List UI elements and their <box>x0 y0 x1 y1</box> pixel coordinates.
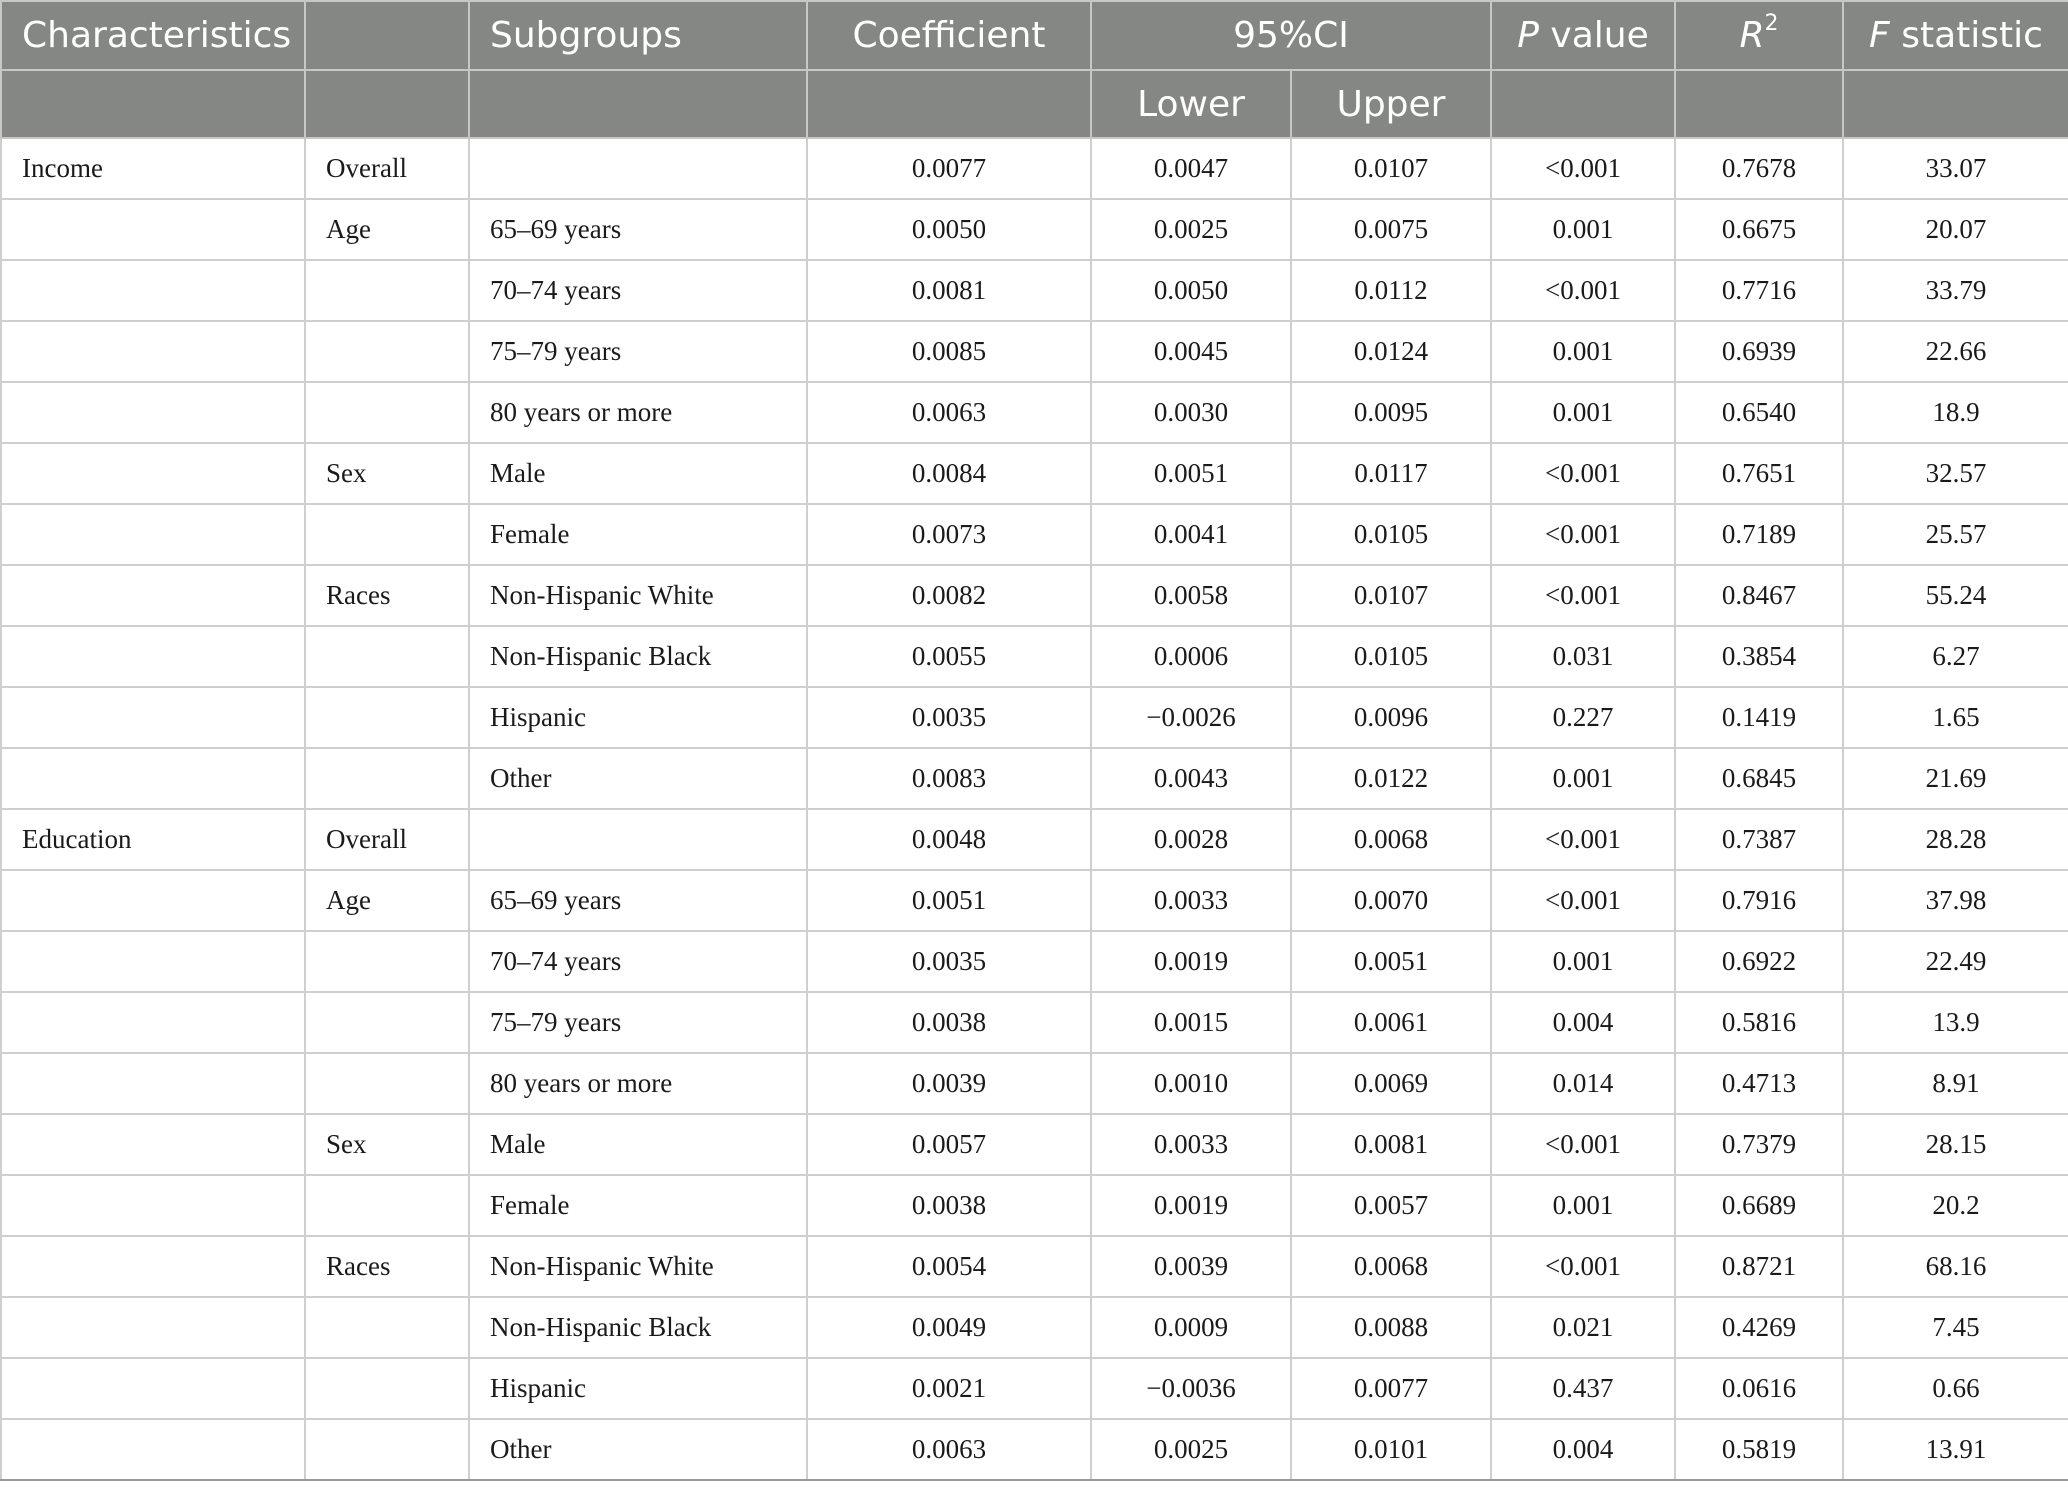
cell-r2: 0.6689 <box>1675 1175 1843 1236</box>
cell-subgroup <box>469 138 807 199</box>
cell-p-value: 0.004 <box>1491 992 1675 1053</box>
cell-subgroup: Other <box>469 1419 807 1480</box>
cell-ci-lower: 0.0010 <box>1091 1053 1291 1114</box>
cell-r2: 0.6939 <box>1675 321 1843 382</box>
cell-ci-lower: 0.0058 <box>1091 565 1291 626</box>
cell-subgroup: 65–69 years <box>469 870 807 931</box>
cell-p-value: 0.001 <box>1491 199 1675 260</box>
cell-f-statistic: 33.07 <box>1843 138 2068 199</box>
table-row <box>1 443 2068 504</box>
cell-ci-lower: 0.0028 <box>1091 809 1291 870</box>
cell-ci-lower: 0.0045 <box>1091 321 1291 382</box>
table-body <box>1 138 2068 1480</box>
header-blank-1 <box>1 70 305 138</box>
cell-ci-upper: 0.0081 <box>1291 1114 1491 1175</box>
cell-coefficient: 0.0082 <box>807 565 1091 626</box>
cell-subgroup: Non-Hispanic White <box>469 1236 807 1297</box>
cell-p-value: 0.001 <box>1491 321 1675 382</box>
cell-f-statistic: 20.07 <box>1843 199 2068 260</box>
cell-p-value: 0.001 <box>1491 931 1675 992</box>
cell-ci-upper: 0.0107 <box>1291 565 1491 626</box>
header-r2-base: R <box>1739 15 1765 56</box>
cell-f-statistic: 6.27 <box>1843 626 2068 687</box>
cell-group: Races <box>305 565 469 626</box>
cell-ci-lower: 0.0033 <box>1091 1114 1291 1175</box>
table-row <box>1 382 2068 443</box>
cell-p-value: 0.004 <box>1491 1419 1675 1480</box>
table-row <box>1 1236 2068 1297</box>
cell-ci-upper: 0.0105 <box>1291 626 1491 687</box>
cell-coefficient: 0.0049 <box>807 1297 1091 1358</box>
cell-ci-lower: 0.0050 <box>1091 260 1291 321</box>
cell-group <box>305 1419 469 1480</box>
cell-p-value: <0.001 <box>1491 504 1675 565</box>
header-characteristics: Characteristics <box>1 1 305 70</box>
cell-subgroup: Non-Hispanic White <box>469 565 807 626</box>
cell-f-statistic: 25.57 <box>1843 504 2068 565</box>
cell-p-value: 0.001 <box>1491 382 1675 443</box>
cell-ci-lower: −0.0036 <box>1091 1358 1291 1419</box>
cell-subgroup: Other <box>469 748 807 809</box>
cell-r2: 0.8467 <box>1675 565 1843 626</box>
cell-subgroup: Hispanic <box>469 1358 807 1419</box>
table-row <box>1 626 2068 687</box>
header-row-2 <box>1 70 2068 138</box>
cell-r2: 0.7651 <box>1675 443 1843 504</box>
header-ci: 95%CI <box>1091 1 1491 70</box>
cell-ci-lower: −0.0026 <box>1091 687 1291 748</box>
cell-r2: 0.5816 <box>1675 992 1843 1053</box>
cell-p-value: 0.001 <box>1491 748 1675 809</box>
cell-characteristic <box>1 687 305 748</box>
table-row <box>1 1114 2068 1175</box>
cell-f-statistic: 37.98 <box>1843 870 2068 931</box>
cell-coefficient: 0.0063 <box>807 1419 1091 1480</box>
cell-subgroup: 80 years or more <box>469 1053 807 1114</box>
cell-coefficient: 0.0085 <box>807 321 1091 382</box>
cell-characteristic <box>1 1236 305 1297</box>
cell-ci-upper: 0.0061 <box>1291 992 1491 1053</box>
cell-coefficient: 0.0081 <box>807 260 1091 321</box>
cell-ci-upper: 0.0112 <box>1291 260 1491 321</box>
cell-p-value: <0.001 <box>1491 809 1675 870</box>
cell-ci-upper: 0.0068 <box>1291 1236 1491 1297</box>
cell-r2: 0.6922 <box>1675 931 1843 992</box>
table-row <box>1 1419 2068 1480</box>
cell-r2: 0.4269 <box>1675 1297 1843 1358</box>
header-row-1 <box>1 1 2068 70</box>
cell-group: Overall <box>305 809 469 870</box>
table-header <box>1 1 2068 138</box>
cell-characteristic <box>1 870 305 931</box>
cell-coefficient: 0.0073 <box>807 504 1091 565</box>
header-f-italic: F <box>1869 15 1890 56</box>
table-row <box>1 1358 2068 1419</box>
cell-f-statistic: 0.66 <box>1843 1358 2068 1419</box>
cell-r2: 0.3854 <box>1675 626 1843 687</box>
cell-characteristic <box>1 992 305 1053</box>
cell-group: Age <box>305 199 469 260</box>
cell-ci-lower: 0.0041 <box>1091 504 1291 565</box>
cell-f-statistic: 8.91 <box>1843 1053 2068 1114</box>
cell-r2: 0.7387 <box>1675 809 1843 870</box>
header-f-statistic <box>1843 1 2068 70</box>
table-row <box>1 138 2068 199</box>
cell-subgroup: 65–69 years <box>469 199 807 260</box>
cell-r2: 0.7379 <box>1675 1114 1843 1175</box>
cell-characteristic <box>1 931 305 992</box>
table-row <box>1 199 2068 260</box>
cell-coefficient: 0.0083 <box>807 748 1091 809</box>
cell-ci-lower: 0.0025 <box>1091 1419 1291 1480</box>
cell-f-statistic: 18.9 <box>1843 382 2068 443</box>
cell-p-value: <0.001 <box>1491 565 1675 626</box>
table-row <box>1 565 2068 626</box>
cell-characteristic <box>1 199 305 260</box>
cell-subgroup: Male <box>469 443 807 504</box>
cell-group: Races <box>305 1236 469 1297</box>
cell-ci-upper: 0.0088 <box>1291 1297 1491 1358</box>
table-row <box>1 687 2068 748</box>
cell-r2: 0.6845 <box>1675 748 1843 809</box>
cell-p-value: <0.001 <box>1491 1114 1675 1175</box>
cell-subgroup: Female <box>469 504 807 565</box>
cell-ci-upper: 0.0077 <box>1291 1358 1491 1419</box>
cell-coefficient: 0.0063 <box>807 382 1091 443</box>
cell-f-statistic: 22.66 <box>1843 321 2068 382</box>
cell-characteristic <box>1 1175 305 1236</box>
cell-f-statistic: 7.45 <box>1843 1297 2068 1358</box>
cell-ci-lower: 0.0051 <box>1091 443 1291 504</box>
table-row <box>1 504 2068 565</box>
cell-ci-upper: 0.0069 <box>1291 1053 1491 1114</box>
cell-coefficient: 0.0055 <box>807 626 1091 687</box>
cell-group <box>305 1297 469 1358</box>
cell-group <box>305 748 469 809</box>
cell-group <box>305 931 469 992</box>
cell-r2: 0.7716 <box>1675 260 1843 321</box>
cell-coefficient: 0.0084 <box>807 443 1091 504</box>
cell-p-value: 0.021 <box>1491 1297 1675 1358</box>
header-blank-9 <box>1843 70 2068 138</box>
cell-ci-upper: 0.0107 <box>1291 138 1491 199</box>
cell-r2: 0.6540 <box>1675 382 1843 443</box>
cell-r2: 0.5819 <box>1675 1419 1843 1480</box>
header-p-value <box>1491 1 1675 70</box>
cell-characteristic <box>1 1419 305 1480</box>
cell-ci-upper: 0.0101 <box>1291 1419 1491 1480</box>
cell-group: Age <box>305 870 469 931</box>
header-subgroups: Subgroups <box>469 1 807 70</box>
cell-r2: 0.7189 <box>1675 504 1843 565</box>
cell-ci-lower: 0.0009 <box>1091 1297 1291 1358</box>
cell-group <box>305 687 469 748</box>
cell-group <box>305 321 469 382</box>
table-row <box>1 748 2068 809</box>
cell-ci-upper: 0.0105 <box>1291 504 1491 565</box>
cell-ci-upper: 0.0070 <box>1291 870 1491 931</box>
header-r2-sup: 2 <box>1764 11 1779 36</box>
cell-subgroup: Hispanic <box>469 687 807 748</box>
table-row <box>1 1053 2068 1114</box>
cell-ci-upper: 0.0117 <box>1291 443 1491 504</box>
cell-group <box>305 1175 469 1236</box>
cell-r2: 0.0616 <box>1675 1358 1843 1419</box>
cell-p-value: <0.001 <box>1491 1236 1675 1297</box>
cell-ci-upper: 0.0095 <box>1291 382 1491 443</box>
header-upper: Upper <box>1291 70 1491 138</box>
cell-f-statistic: 21.69 <box>1843 748 2068 809</box>
cell-characteristic <box>1 1053 305 1114</box>
cell-coefficient: 0.0021 <box>807 1358 1091 1419</box>
header-f-rest: statistic <box>1889 15 2043 56</box>
cell-subgroup: Female <box>469 1175 807 1236</box>
cell-group <box>305 992 469 1053</box>
cell-p-value: <0.001 <box>1491 870 1675 931</box>
cell-coefficient: 0.0035 <box>807 931 1091 992</box>
cell-ci-lower: 0.0039 <box>1091 1236 1291 1297</box>
cell-characteristic <box>1 1358 305 1419</box>
cell-f-statistic: 68.16 <box>1843 1236 2068 1297</box>
cell-ci-upper: 0.0122 <box>1291 748 1491 809</box>
cell-f-statistic: 33.79 <box>1843 260 2068 321</box>
cell-ci-lower: 0.0025 <box>1091 199 1291 260</box>
cell-group <box>305 504 469 565</box>
cell-coefficient: 0.0039 <box>807 1053 1091 1114</box>
cell-p-value: 0.437 <box>1491 1358 1675 1419</box>
cell-group <box>305 1358 469 1419</box>
cell-p-value: <0.001 <box>1491 260 1675 321</box>
cell-group: Overall <box>305 138 469 199</box>
cell-coefficient: 0.0057 <box>807 1114 1091 1175</box>
header-blank-3 <box>469 70 807 138</box>
header-blank-8 <box>1675 70 1843 138</box>
header-blank-2 <box>305 70 469 138</box>
cell-p-value: <0.001 <box>1491 138 1675 199</box>
cell-characteristic: Education <box>1 809 305 870</box>
cell-ci-lower: 0.0015 <box>1091 992 1291 1053</box>
cell-subgroup: 70–74 years <box>469 260 807 321</box>
table-row <box>1 992 2068 1053</box>
cell-r2: 0.7678 <box>1675 138 1843 199</box>
cell-f-statistic: 32.57 <box>1843 443 2068 504</box>
cell-group <box>305 626 469 687</box>
cell-f-statistic: 22.49 <box>1843 931 2068 992</box>
cell-ci-lower: 0.0019 <box>1091 931 1291 992</box>
cell-coefficient: 0.0054 <box>807 1236 1091 1297</box>
cell-r2: 0.4713 <box>1675 1053 1843 1114</box>
cell-characteristic <box>1 626 305 687</box>
cell-r2: 0.8721 <box>1675 1236 1843 1297</box>
cell-r2: 0.7916 <box>1675 870 1843 931</box>
cell-subgroup: 80 years or more <box>469 382 807 443</box>
cell-p-value: 0.227 <box>1491 687 1675 748</box>
table-row <box>1 1297 2068 1358</box>
cell-r2: 0.6675 <box>1675 199 1843 260</box>
cell-group: Sex <box>305 1114 469 1175</box>
cell-characteristic <box>1 382 305 443</box>
cell-characteristic <box>1 748 305 809</box>
cell-subgroup: 70–74 years <box>469 931 807 992</box>
cell-coefficient: 0.0038 <box>807 992 1091 1053</box>
table-row <box>1 1175 2068 1236</box>
cell-ci-lower: 0.0047 <box>1091 138 1291 199</box>
cell-group <box>305 1053 469 1114</box>
table-row <box>1 870 2068 931</box>
cell-characteristic <box>1 565 305 626</box>
cell-characteristic <box>1 1297 305 1358</box>
cell-group: Sex <box>305 443 469 504</box>
header-blank-4 <box>807 70 1091 138</box>
cell-characteristic <box>1 443 305 504</box>
table-row <box>1 809 2068 870</box>
cell-ci-lower: 0.0030 <box>1091 382 1291 443</box>
cell-characteristic <box>1 321 305 382</box>
cell-characteristic <box>1 504 305 565</box>
cell-coefficient: 0.0051 <box>807 870 1091 931</box>
cell-p-value: 0.031 <box>1491 626 1675 687</box>
cell-ci-upper: 0.0096 <box>1291 687 1491 748</box>
header-lower: Lower <box>1091 70 1291 138</box>
cell-p-value: 0.014 <box>1491 1053 1675 1114</box>
cell-ci-upper: 0.0051 <box>1291 931 1491 992</box>
cell-ci-lower: 0.0019 <box>1091 1175 1291 1236</box>
table-row <box>1 260 2068 321</box>
cell-coefficient: 0.0048 <box>807 809 1091 870</box>
cell-ci-lower: 0.0043 <box>1091 748 1291 809</box>
cell-subgroup: Non-Hispanic Black <box>469 1297 807 1358</box>
cell-group <box>305 260 469 321</box>
cell-ci-lower: 0.0006 <box>1091 626 1291 687</box>
header-r2 <box>1675 1 1843 70</box>
header-p-value-italic: P <box>1517 15 1539 56</box>
cell-characteristic <box>1 1114 305 1175</box>
cell-subgroup: 75–79 years <box>469 992 807 1053</box>
cell-subgroup <box>469 809 807 870</box>
cell-group <box>305 382 469 443</box>
header-coefficient: Coefficient <box>807 1 1091 70</box>
cell-coefficient: 0.0077 <box>807 138 1091 199</box>
cell-f-statistic: 13.9 <box>1843 992 2068 1053</box>
cell-p-value: <0.001 <box>1491 443 1675 504</box>
cell-p-value: 0.001 <box>1491 1175 1675 1236</box>
cell-ci-upper: 0.0057 <box>1291 1175 1491 1236</box>
cell-ci-lower: 0.0033 <box>1091 870 1291 931</box>
cell-f-statistic: 28.28 <box>1843 809 2068 870</box>
header-p-value-rest: value <box>1538 15 1649 56</box>
header-blank-7 <box>1491 70 1675 138</box>
cell-f-statistic: 1.65 <box>1843 687 2068 748</box>
cell-f-statistic: 13.91 <box>1843 1419 2068 1480</box>
cell-f-statistic: 55.24 <box>1843 565 2068 626</box>
cell-ci-upper: 0.0068 <box>1291 809 1491 870</box>
header-group-blank <box>305 1 469 70</box>
cell-subgroup: 75–79 years <box>469 321 807 382</box>
cell-subgroup: Male <box>469 1114 807 1175</box>
table-row <box>1 321 2068 382</box>
cell-f-statistic: 20.2 <box>1843 1175 2068 1236</box>
cell-ci-upper: 0.0075 <box>1291 199 1491 260</box>
cell-coefficient: 0.0038 <box>807 1175 1091 1236</box>
cell-characteristic: Income <box>1 138 305 199</box>
table-row <box>1 931 2068 992</box>
cell-r2: 0.1419 <box>1675 687 1843 748</box>
cell-ci-upper: 0.0124 <box>1291 321 1491 382</box>
cell-characteristic <box>1 260 305 321</box>
cell-subgroup: Non-Hispanic Black <box>469 626 807 687</box>
cell-coefficient: 0.0050 <box>807 199 1091 260</box>
cell-coefficient: 0.0035 <box>807 687 1091 748</box>
cell-f-statistic: 28.15 <box>1843 1114 2068 1175</box>
